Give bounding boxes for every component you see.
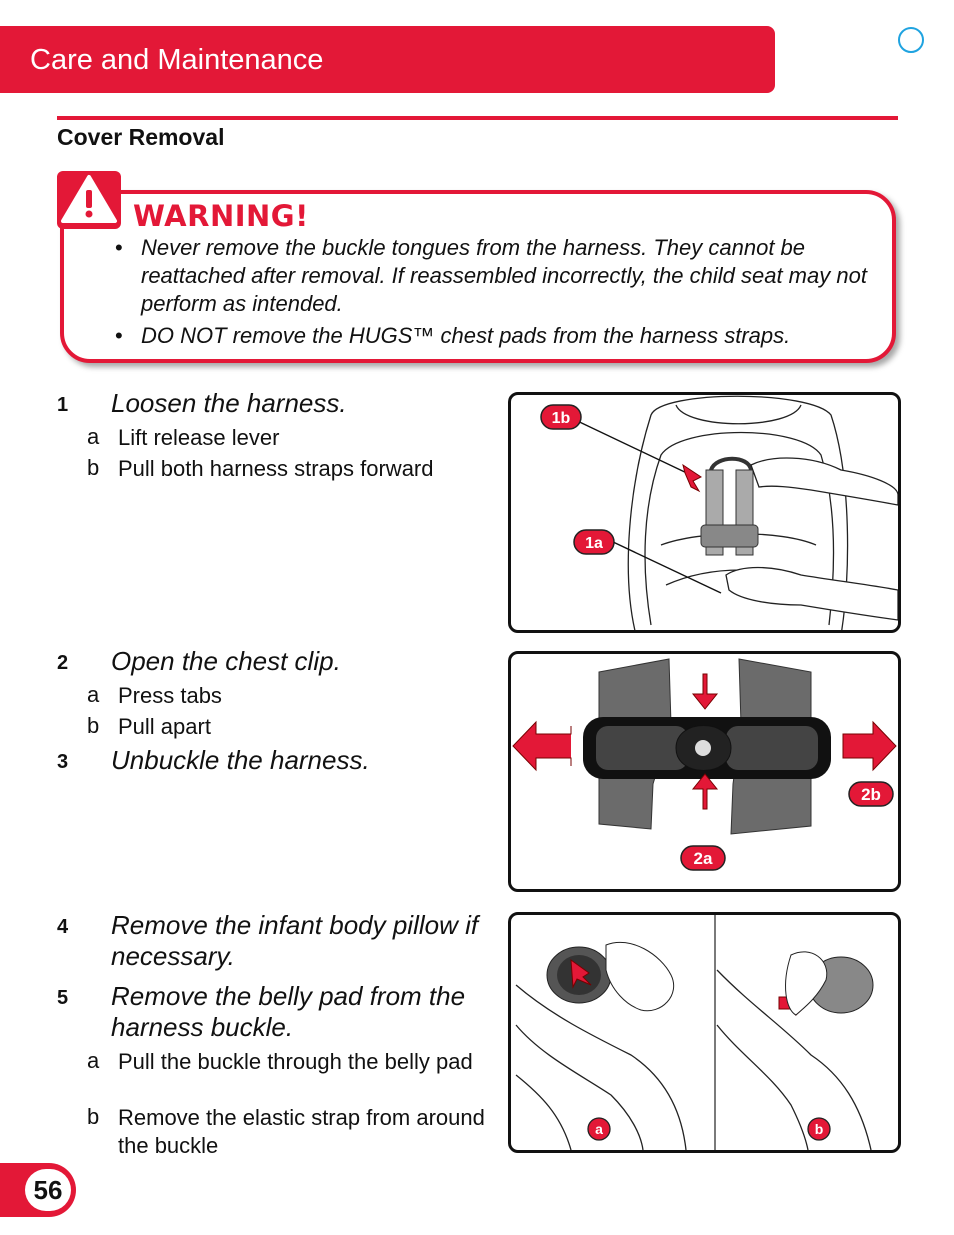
warning-bullet-text: DO NOT remove the HUGS™ chest pads from the harness straps. [141,323,791,348]
warning-bullet [115,322,871,350]
step-text: Loosen the harness. [111,388,347,418]
figure-chest-clip [508,651,901,892]
substep-letter: a [87,682,100,707]
substep-text: Press tabs [118,683,222,708]
callout-label: 2a [693,849,713,868]
bullet-dot: • [115,235,123,260]
bullet-dot: • [115,323,123,348]
belly-pad-illustration [511,915,898,1150]
substep-letter: a [87,424,100,449]
section-divider [57,116,898,120]
step-number: 4 [57,916,69,938]
step-text: Remove the infant body pillow if necessary. [111,910,479,971]
substep-text: Lift release lever [118,425,280,450]
callout-label: 1a [585,535,603,552]
corner-circle-icon [898,27,924,53]
substep-letter: a [87,1048,100,1073]
substep-text: Pull both harness straps forward [118,456,434,481]
chest-clip-illustration [511,654,898,889]
warning-title: WARNING! [133,199,309,233]
substep-text: Remove the elastic strap from around the buckle [118,1105,485,1158]
callout-label: b [814,1121,824,1137]
step-number: 3 [57,751,69,773]
substep-text: Pull apart [118,714,211,739]
section-title: Cover Removal [57,124,225,150]
figure-belly-pad [508,912,901,1153]
substep-letter: b [87,1104,100,1129]
page-header-title: Care and Maintenance [30,44,324,76]
callout-label: 2b [861,785,881,804]
warning-triangle-icon [57,171,121,229]
warning-icon-tab [57,171,121,229]
warning-bullet-text: Never remove the buckle tongues from the harness. They cannot be reattached after removal. If reassembled incorrectly, the child seat may not perform as intended. [141,235,867,316]
step-text: Remove the belly pad from the harness buckle. [111,981,466,1042]
substep-letter: b [87,713,100,738]
step-number: 1 [57,394,69,416]
callout-label: 1b [551,410,571,427]
substep-letter: b [87,455,100,480]
substep-text: Pull the buckle through the belly pad [118,1049,473,1074]
step-number: 2 [57,652,69,674]
car-seat-illustration [511,395,898,630]
step-number: 5 [57,987,69,1009]
page-number: 56 [33,1175,63,1205]
warning-bullet [115,234,871,318]
step-text: Unbuckle the harness. [111,745,370,775]
step-text: Open the chest clip. [111,646,341,676]
callout-label: a [595,1121,603,1137]
figure-loosen-harness [508,392,901,633]
